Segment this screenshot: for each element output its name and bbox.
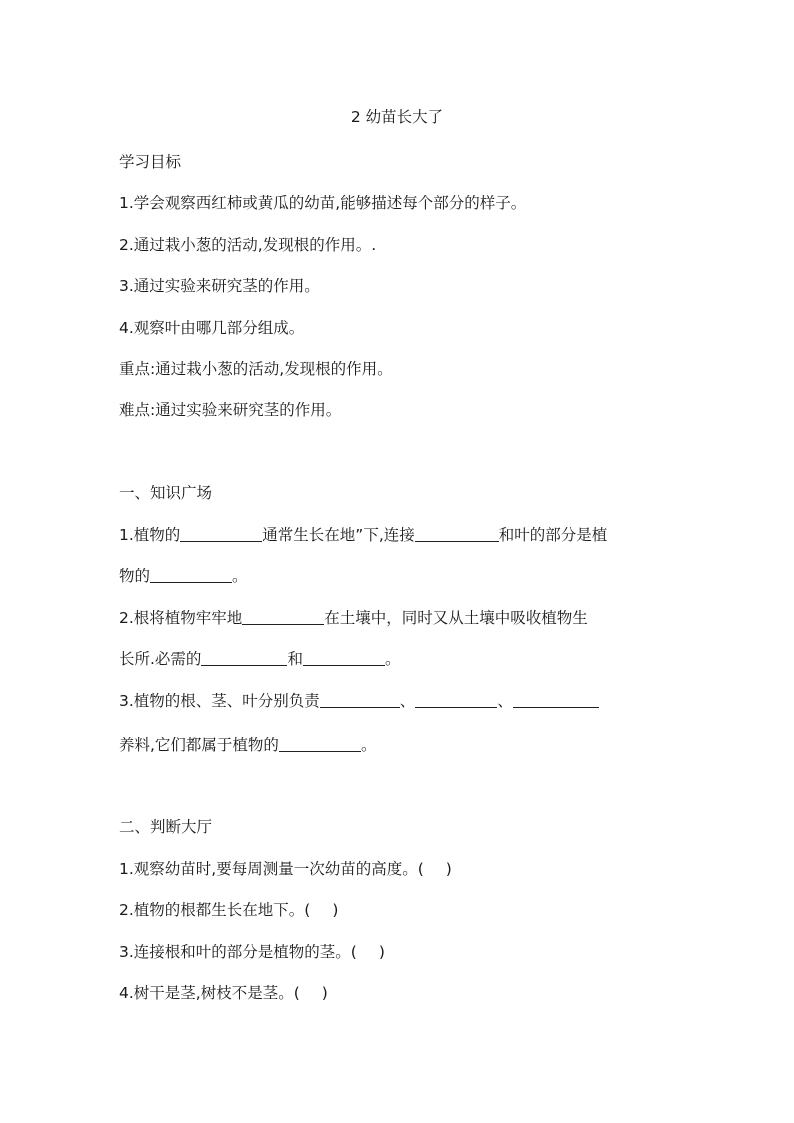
q3-text-b: 养料,它们都属于植物的	[119, 736, 279, 754]
q1-text-b: 通常生长在地”下,连接	[262, 526, 415, 544]
q1-text-e: 。	[232, 567, 248, 585]
judgment-item-3	[119, 940, 385, 962]
answer-blank[interactable]	[201, 650, 287, 667]
judgment-close-paren: )	[321, 984, 328, 1002]
judgment-item-2	[119, 898, 338, 920]
page-title: 2 幼苗长大了	[350, 108, 444, 126]
fill-question-1-line-2	[119, 564, 248, 586]
q2-text-a: 2.根将植物牢牢地	[119, 609, 243, 627]
fill-question-3-line-1	[119, 689, 599, 711]
answer-blank[interactable]	[242, 609, 324, 626]
answer-blank[interactable]	[415, 692, 497, 709]
section1-heading: 一、知识广场	[119, 484, 213, 502]
q2-text-b: 在土壤中，同时又从土壤中吸收植物生	[324, 609, 588, 627]
answer-blank[interactable]	[303, 650, 385, 667]
objective-item-3: 3.通过实验来研究茎的作用。	[119, 277, 320, 295]
q1-text-d: 物的	[119, 567, 151, 585]
judgment-text: 4.树干是茎,树枝不是茎。(	[119, 984, 300, 1002]
q3-separator-1: 、	[399, 692, 416, 710]
difficulty-point: 难点:通过实验来研究茎的作用。	[119, 401, 342, 419]
q1-text-c: 和叶的部分是植	[498, 526, 608, 544]
objective-item-2: 2.通过栽小葱的活动,发现根的作用。.	[119, 236, 377, 254]
fill-question-3-line-2	[119, 733, 376, 755]
judgment-item-4	[119, 981, 328, 1003]
answer-blank[interactable]	[415, 526, 499, 543]
answer-blank[interactable]	[320, 692, 400, 709]
q2-text-e: 。	[384, 650, 401, 668]
judgment-close-paren: )	[445, 860, 452, 878]
judgment-text: 2.植物的根都生长在地下。(	[119, 901, 311, 919]
q2-text-d: 和	[287, 650, 303, 668]
judgment-close-paren: )	[378, 943, 385, 961]
judgment-close-paren: )	[332, 901, 339, 919]
section2-heading: 二、判断大厅	[119, 818, 213, 836]
q3-text-a: 3.植物的根、茎、叶分别负责	[119, 692, 320, 710]
answer-blank[interactable]	[180, 526, 262, 543]
answer-blank[interactable]	[279, 736, 361, 753]
objectives-heading: 学习目标	[119, 153, 182, 171]
q3-separator-2: 、	[497, 692, 513, 710]
key-point: 重点:通过栽小葱的活动,发现根的作用。	[119, 360, 393, 378]
q2-text-c: 长所.必需的	[119, 650, 202, 668]
fill-question-2-line-1	[119, 606, 588, 628]
judgment-item-1	[119, 857, 452, 879]
fill-question-2-line-2	[119, 647, 400, 669]
answer-blank[interactable]	[513, 692, 599, 709]
q1-text-a: 1.植物的	[119, 526, 181, 544]
objective-item-1: 1.学会观察西红柿或黄瓜的幼苗,能够描述每个部分的样子。	[119, 194, 527, 212]
q3-text-c: 。	[360, 736, 377, 754]
fill-question-1-line-1	[119, 523, 607, 545]
answer-blank[interactable]	[150, 567, 232, 584]
judgment-text: 3.连接根和叶的部分是植物的茎。(	[119, 943, 357, 961]
objective-item-4: 4.观察叶由哪几部分组成。	[119, 319, 305, 337]
judgment-text: 1.观察幼苗时,要每周测量一次幼苗的高度。(	[119, 860, 424, 878]
